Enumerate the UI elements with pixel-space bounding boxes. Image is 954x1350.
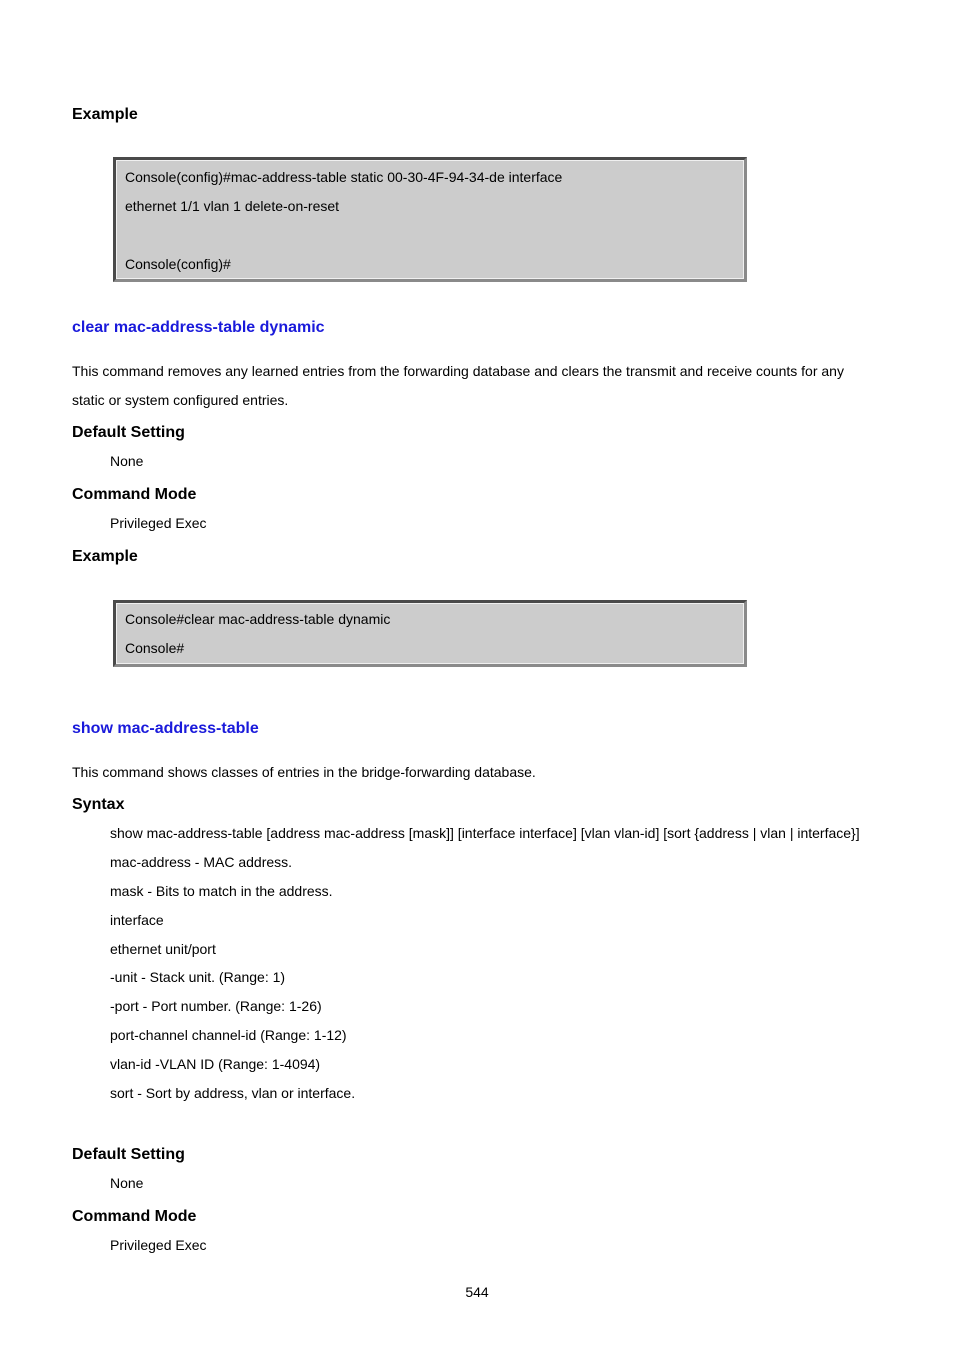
syntax-line: sort - Sort by address, vlan or interface. [110,1085,356,1101]
console-line: Console(config)# [125,256,231,272]
command-mode-heading: Command Mode [72,486,197,503]
default-setting-heading: Default Setting [72,424,185,441]
syntax-line: -unit - Stack unit. (Range: 1) [110,969,286,985]
default-setting-heading: Default Setting [72,1146,185,1163]
console-line: ethernet 1/1 vlan 1 delete-on-reset [125,198,340,214]
page-number: 544 [465,1284,489,1300]
default-setting-value: None [110,453,144,469]
syntax-line: mac-address - MAC address. [110,854,293,870]
console-line: Console#clear mac-address-table dynamic [125,611,391,627]
description-line: This command shows classes of entries in the bridge-forwarding database. [72,764,536,780]
syntax-line: ethernet unit/port [110,941,216,957]
syntax-line: port-channel channel-id (Range: 1-12) [110,1027,347,1043]
description-line: This command removes any learned entries from the forwarding database and clears the transmit and receive counts for any [72,363,844,379]
syntax-line: interface [110,912,164,928]
command-mode-value: Privileged Exec [110,1237,207,1253]
description-line: static or system configured entries. [72,392,289,408]
syntax-line: vlan-id -VLAN ID (Range: 1-4094) [110,1056,321,1072]
command-title-clear: clear mac-address-table dynamic [72,319,325,336]
syntax-heading: Syntax [72,796,125,813]
console-line: Console(config)#mac-address-table static 00-30-4F-94-34-de interface [125,169,563,185]
console-line: Console# [125,640,185,656]
syntax-line: -port - Port number. (Range: 1-26) [110,998,322,1014]
syntax-line: mask - Bits to match in the address. [110,883,333,899]
command-mode-heading: Command Mode [72,1208,197,1225]
console-example-box [113,600,747,667]
console-example-box [113,157,747,282]
example-heading: Example [72,548,138,565]
syntax-line: show mac-address-table [address mac-address [mask]] [interface interface] [vlan vlan-id] [sort {address | vlan | interface}] [110,825,860,841]
example-heading: Example [72,106,138,123]
command-mode-value: Privileged Exec [110,515,207,531]
command-title-show: show mac-address-table [72,720,259,737]
default-setting-value: None [110,1175,144,1191]
